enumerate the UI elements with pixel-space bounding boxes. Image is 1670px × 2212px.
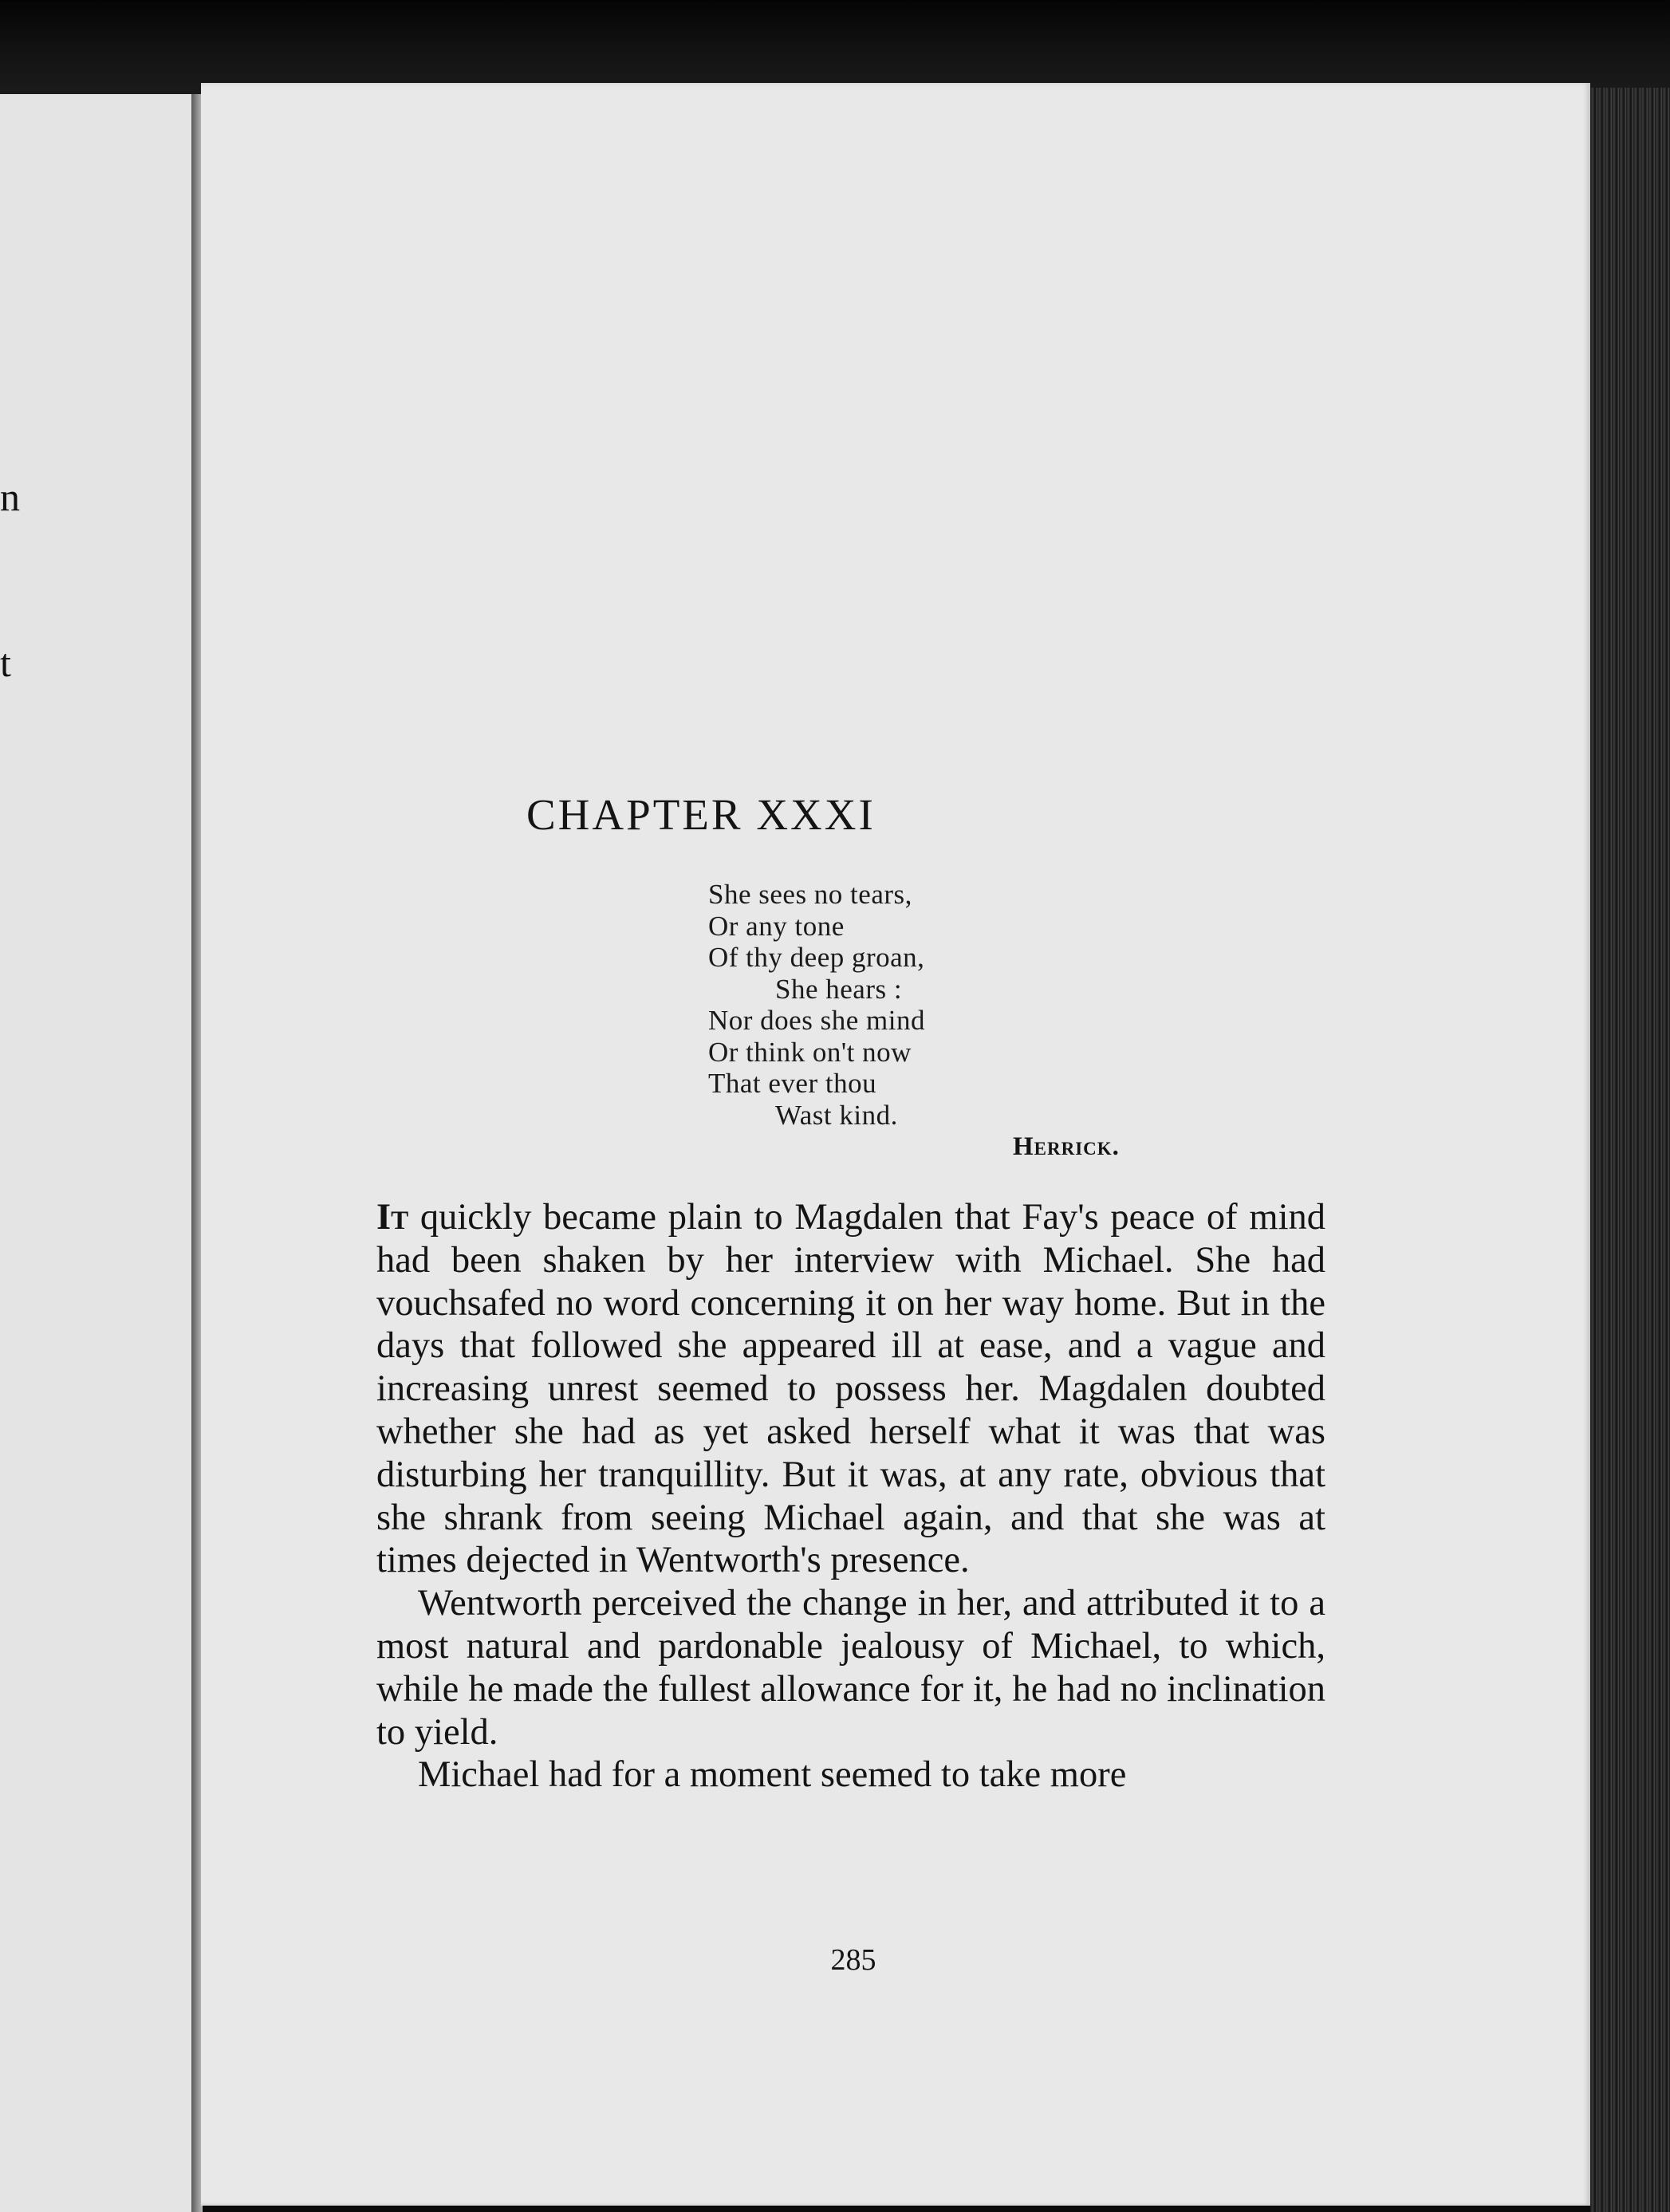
- body-paragraph: [376, 1196, 1325, 1582]
- book-page: [201, 83, 1590, 2206]
- chapter-body: [376, 1196, 1325, 1797]
- scan-top-border: [0, 0, 1670, 96]
- left-page-fragment: t: [0, 640, 11, 685]
- page-number: 285: [830, 1943, 876, 1977]
- paragraph-text: quickly became plain to Magdalen that Fay's peace of mind had been shaken by her interview with Michael. She had vouchsafed no word concerning it on her way home. But in the days that followed she appeared ill at ease, and a vague and increasing unrest seemed to possess her. Magdalen doubted whether she had as yet asked herself what it was that was disturbing her tranquillity. But it was, at any rate, obvious that she shrank from seeing Michael again, and that she was at times dejected in Wentworth's presence.: [376, 1197, 1325, 1581]
- opening-word: It: [376, 1197, 409, 1238]
- epigraph-line: Of thy deep groan,: [708, 942, 925, 973]
- epigraph-attribution: Herrick.: [1013, 1132, 1120, 1161]
- epigraph-line: Nor does she mind: [708, 1005, 925, 1036]
- epigraph-line: That ever thou: [708, 1068, 877, 1099]
- epigraph-line: Wast kind.: [775, 1099, 898, 1131]
- epigraph-line: She sees no tears,: [708, 879, 912, 910]
- body-paragraph: Michael had for a moment seemed to take more: [418, 1754, 1127, 1796]
- page-stack-edge: [1590, 88, 1670, 2212]
- left-page-fragment: n: [0, 474, 20, 519]
- chapter-title: CHAPTER XXXI: [526, 790, 876, 839]
- left-page-edge: [0, 94, 194, 2212]
- body-paragraph: Wentworth perceived the change in her, and attributed it to a most natural and pardonable jealousy of Michael, to which, while he made the fullest allowance for it, he had no inclination to yield.: [376, 1583, 1325, 1753]
- epigraph-poem: [708, 879, 1187, 1131]
- epigraph-line: She hears :: [775, 973, 903, 1005]
- epigraph-line: Or any tone: [708, 910, 845, 942]
- epigraph-line: Or think on't now: [708, 1036, 912, 1068]
